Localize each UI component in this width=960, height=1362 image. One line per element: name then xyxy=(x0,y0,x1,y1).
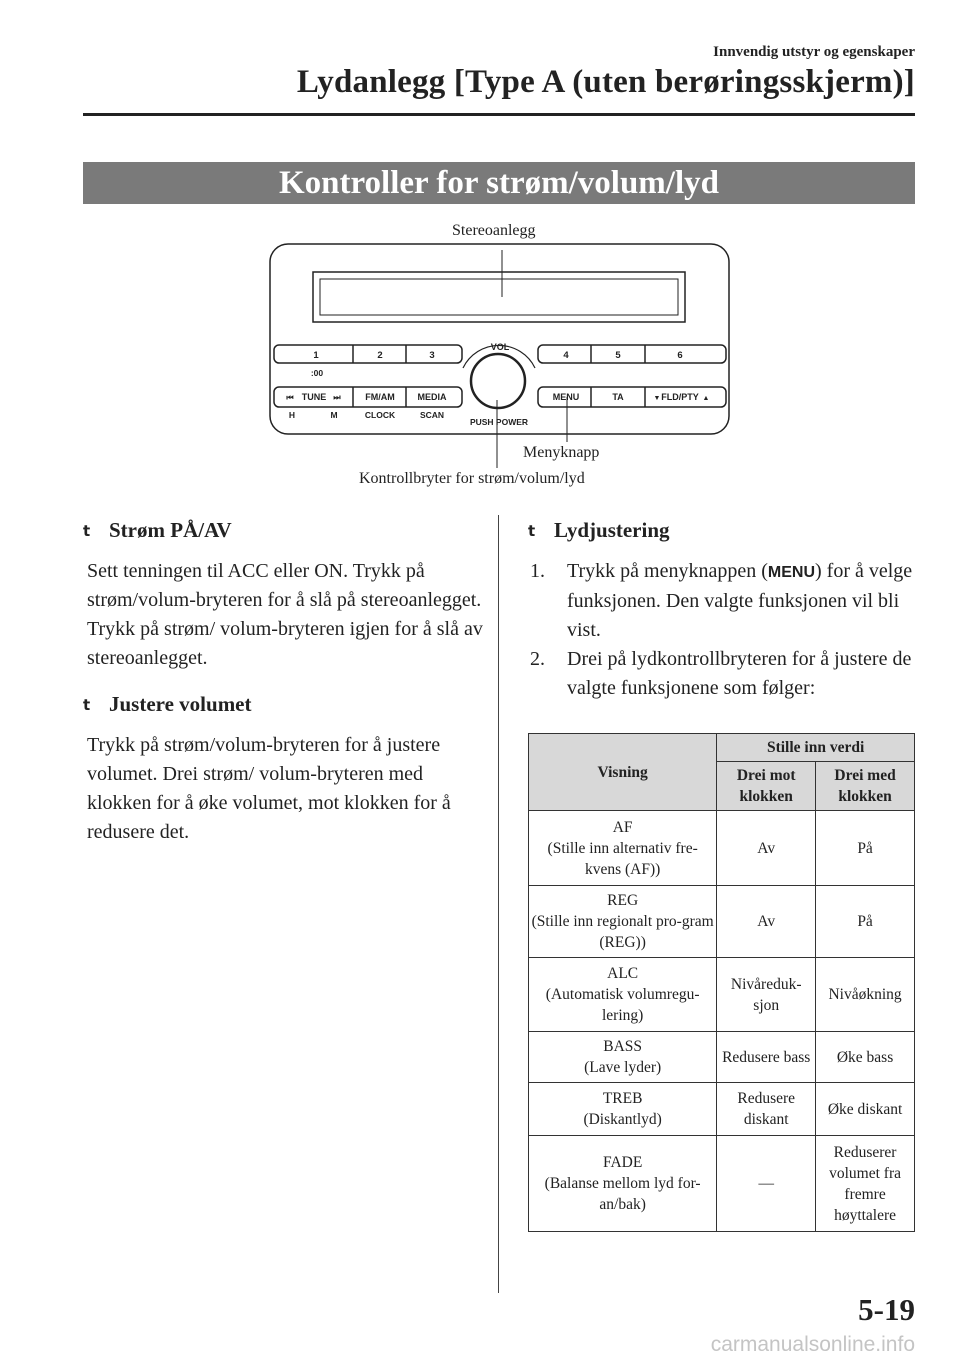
table-row xyxy=(529,1136,915,1232)
step-1-text-a: Trykk på menyknappen ( xyxy=(567,560,768,582)
row-label xyxy=(529,811,717,886)
table-row xyxy=(529,886,915,958)
volume-paragraph: Trykk på strøm/volum-bryteren for å justere volumet. Drei strøm/ volum-bryteren med klokken for å øke volumet, mot klokken for å redusere det. xyxy=(87,734,451,843)
row-cw: Reduserer volumet fra fremre høyttalere xyxy=(816,1136,915,1232)
button-fmam: FM/AM xyxy=(365,392,395,402)
row-label xyxy=(529,1136,717,1232)
power-paragraph: Sett tenningen til ACC eller ON. Trykk på strøm/volum-bryteren for å slå på stereoanlegget. Trykk på strøm/ volum-bryteren igjen for å slå av stereoanlegget. xyxy=(87,560,483,669)
bullet-icon: t xyxy=(528,521,536,540)
button-menu: MENU xyxy=(552,392,580,402)
power-volume-knob xyxy=(471,354,525,408)
row-cw: Nivåøkning xyxy=(816,958,915,1032)
row-desc: (Stille inn regionalt pro-gram (REG)) xyxy=(531,913,714,951)
row-ccw: — xyxy=(717,1136,816,1232)
row-label xyxy=(529,1032,717,1083)
header-section: Innvendig utstyr og egenskaper xyxy=(713,44,915,60)
row-label xyxy=(529,958,717,1032)
row-code: REG xyxy=(607,892,639,909)
stereo-diagram xyxy=(0,0,960,520)
menu-symbol: MENU xyxy=(767,564,816,581)
row-desc: (Automatisk volumregu-lering) xyxy=(545,986,700,1024)
row-label xyxy=(529,886,717,958)
heading-power xyxy=(83,518,483,543)
vol-label: VOL xyxy=(490,342,510,352)
row-desc: (Balanse mellom lyd for-an/bak) xyxy=(544,1175,701,1213)
step-2-number: 2. xyxy=(530,648,545,670)
row-code: FADE xyxy=(602,1154,643,1171)
row-cw: På xyxy=(816,811,915,886)
column-divider xyxy=(498,515,499,1293)
heading-volume-text: Justere volumet xyxy=(109,692,252,716)
step-1-number: 1. xyxy=(530,560,545,582)
row-cw: På xyxy=(816,886,915,958)
section-banner: Kontroller for strøm/volum/lyd xyxy=(83,162,915,204)
preset-6: 6 xyxy=(677,350,683,361)
table-row xyxy=(529,1032,915,1083)
tune-arrows-right: ⏭ xyxy=(333,393,341,402)
heading-power-text: Strøm PÅ/AV xyxy=(109,518,232,542)
sub-clock: CLOCK xyxy=(364,410,396,420)
row-ccw: Redusere diskant xyxy=(717,1083,816,1136)
preset-sub: :00 xyxy=(310,368,324,378)
label-stereo: Stereoanlegg xyxy=(452,222,536,239)
sound-settings-table xyxy=(528,733,915,1232)
push-power-label: PUSH POWER xyxy=(469,417,529,427)
label-power-volume-knob: Kontrollbryter for strøm/volum/lyd xyxy=(359,470,585,487)
row-desc: (Diskantlyd) xyxy=(583,1111,662,1128)
row-label xyxy=(529,1083,717,1136)
table-row xyxy=(529,1083,915,1136)
step-2 xyxy=(528,645,915,703)
preset-1: 1 xyxy=(313,350,319,361)
page-number: 5-19 xyxy=(858,1292,915,1327)
preset-4: 4 xyxy=(563,350,569,361)
right-column xyxy=(528,518,915,703)
button-tune: TUNE xyxy=(301,392,327,402)
header-stille: Stille inn verdi xyxy=(717,734,915,762)
row-desc: (Stille inn alternativ fre-kvens (AF)) xyxy=(547,839,698,878)
header-ccw: Drei mot klokken xyxy=(717,762,816,811)
fld-arrow-down: ▼ xyxy=(653,395,661,402)
header-title: Lydanlegg [Type A (uten berøringsskjerm)] xyxy=(296,64,915,100)
header-visning: Visning xyxy=(529,734,717,811)
step-1 xyxy=(528,557,915,645)
step-2-text: Drei på lydkontrollbryteren for å justere de valgte funksjonene som følger: xyxy=(567,648,912,699)
row-ccw: Nivåreduk-sjon xyxy=(717,958,816,1032)
row-cw: Øke bass xyxy=(816,1032,915,1083)
row-ccw: Av xyxy=(717,886,816,958)
left-column xyxy=(83,518,483,847)
preset-3: 3 xyxy=(429,350,435,361)
sub-scan: SCAN xyxy=(419,410,445,420)
row-code: ALC xyxy=(607,965,639,982)
row-ccw: Av xyxy=(717,811,816,886)
step-1-text-b: ) for å velge funksjonen. Den valgte funksjonen vil bli vist. xyxy=(567,560,913,641)
table-row xyxy=(529,958,915,1032)
row-ccw: Redusere bass xyxy=(717,1032,816,1083)
row-code: AF xyxy=(612,818,633,836)
preset-2: 2 xyxy=(377,350,383,361)
row-cw: Øke diskant xyxy=(816,1083,915,1136)
heading-sound xyxy=(528,518,915,543)
heading-sound-text: Lydjustering xyxy=(554,518,670,542)
sub-h: H xyxy=(288,410,296,420)
button-fldpty: FLD/PTY xyxy=(661,392,699,402)
tune-arrows-left: ⏮ xyxy=(286,393,294,402)
table-row xyxy=(529,811,915,886)
step-1-text xyxy=(567,557,915,645)
row-desc: (Lave lyder) xyxy=(584,1059,662,1076)
label-menu-button: Menyknapp xyxy=(523,444,600,461)
heading-volume xyxy=(83,692,483,717)
fld-arrow-up: ▲ xyxy=(702,395,710,402)
watermark: carmanualsonline.info xyxy=(710,1333,915,1356)
preset-5: 5 xyxy=(615,350,621,361)
sub-m: M xyxy=(330,410,338,420)
row-code: TREB xyxy=(602,1090,643,1107)
button-media: MEDIA xyxy=(417,392,447,402)
button-ta: TA xyxy=(612,392,624,402)
display-inner xyxy=(320,279,678,315)
header-cw: Drei med klokken xyxy=(816,762,915,811)
bullet-icon: t xyxy=(83,521,91,540)
bullet-icon: t xyxy=(83,695,91,714)
row-code: BASS xyxy=(603,1038,643,1055)
